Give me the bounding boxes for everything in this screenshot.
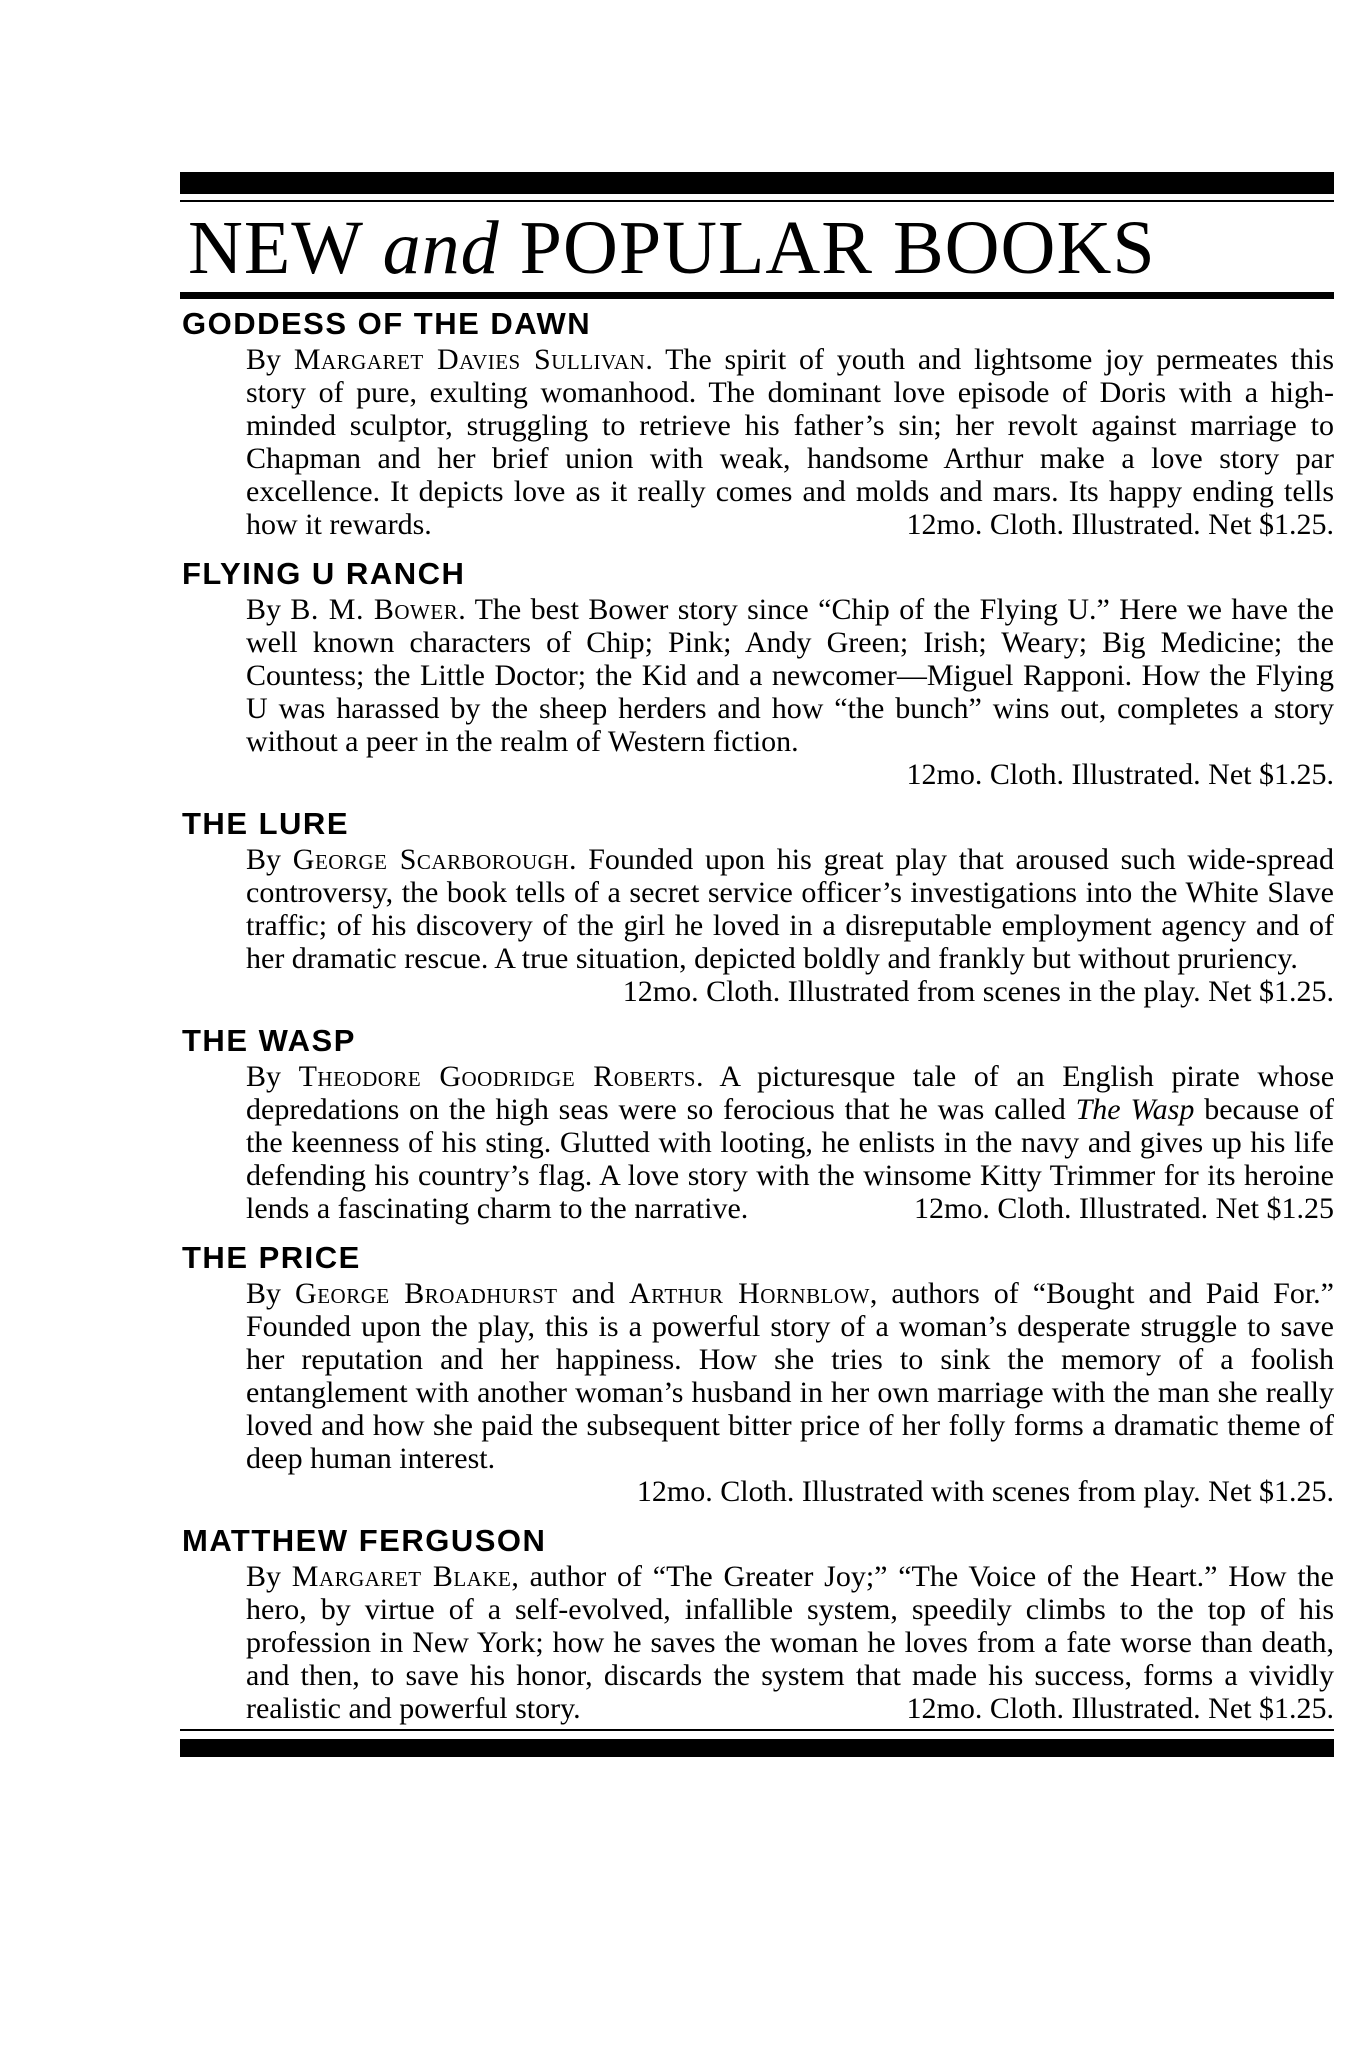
book-description: By Margaret Davies Sullivan. The spirit of youth and lightsome joy permeates this story of pure, exulting womanhood. The dominant love episode of Doris with a high-minded sculptor, struggling to retrieve his father’s sin; her revolt against marriage to Chapman and her brief union with weak, handsome Arthur make a love story par excellence. It depicts love as it really comes and molds and mars. Its happy ending tells how it rewards. 12mo. Cloth. Illustrated. Net $1.25. bbox=[246, 343, 1335, 541]
book-spec: 12mo. Cloth. Illustrated with scenes from play. Net $1.25. bbox=[636, 1475, 1334, 1508]
book-title: FLYING U RANCH bbox=[182, 556, 466, 591]
book-entry-flying-u-ranch bbox=[180, 555, 1334, 791]
book-author-2: Arthur Hornblow bbox=[628, 1277, 870, 1310]
book-title: THE WASP bbox=[182, 1023, 356, 1058]
book-author: Margaret Davies Sullivan bbox=[293, 343, 646, 376]
book-spec: 12mo. Cloth. Illustrated. Net $1.25 bbox=[914, 1192, 1334, 1225]
book-author: B. M. Bower bbox=[290, 593, 459, 626]
bottom-thick-rule bbox=[180, 1739, 1334, 1757]
book-title: THE LURE bbox=[182, 806, 349, 841]
book-spec: 12mo. Cloth. Illustrated. Net $1.25. bbox=[906, 1692, 1334, 1725]
page-title: NEW and POPULAR BOOKS bbox=[188, 206, 1156, 290]
book-entry-the-price bbox=[180, 1239, 1334, 1508]
book-description: By Margaret Blake, author of “The Greater Joy;” “The Voice of the Heart.” How the hero, by virtue of a self-evolved, infallible system, speedily climbs to the top of his profession in New York; how he saves the woman he loves from a fate worse than death, and then, to save his honor, discards the system that made his success, forms a vividly realistic and powerful story. 12mo. Cloth. Illustrated. Net $1.25. bbox=[246, 1560, 1334, 1725]
bottom-thin-rule bbox=[180, 1729, 1334, 1731]
book-entry-the-wasp bbox=[180, 1022, 1334, 1225]
book-title: GODDESS OF THE DAWN bbox=[182, 306, 592, 341]
book-description: By B. M. Bower. The best Bower story since “Chip of the Flying U.” Here we have the well known characters of Chip; Pink; Andy Green; Irish; Weary; Big Medicine; the Countess; the Little Doctor; the Kid and a newcomer—Miguel Rapponi. How the Flying U was harassed by the sheep herders and how “the bunch” wins out, completes a story without a peer in the realm of Western fiction. 12mo. Cloth. Illustrated. Net $1.25. bbox=[246, 593, 1334, 791]
book-entry-matthew-ferguson bbox=[180, 1522, 1334, 1725]
book-author: George Broadhurst bbox=[295, 1277, 558, 1310]
book-description: By Theodore Goodridge Roberts. A picturesque tale of an English pirate whose depredations on the high seas were so ferocious that he was called The Wasp because of the keenness of his sting. Glutted with looting, he enlists in the navy and gives up his life defending his country’s flag. A love story with the winsome Kitty Trimmer for its heroine lends a fascinating charm to the narrative. 12mo. Cloth. Illustrated. Net $1.25 bbox=[246, 1060, 1335, 1225]
book-spec: 12mo. Cloth. Illustrated. Net $1.25. bbox=[906, 758, 1334, 791]
book-spec: 12mo. Cloth. Illustrated. Net $1.25. bbox=[906, 508, 1334, 541]
top-thick-rule bbox=[180, 172, 1334, 194]
book-title: THE PRICE bbox=[182, 1240, 361, 1275]
book-entry-goddess-of-the-dawn bbox=[180, 305, 1334, 541]
book-description: By George Scarborough. Founded upon his great play that aroused such wide-spread controversy, the book tells of a secret service officer’s investigations into the White Slave traffic; of his discovery of the girl he loved in a disreputable employment agency and of her dramatic rescue. A true situation, depicted boldly and frankly but without pruriency. 12mo. Cloth. Illustrated from scenes in the play. Net $1.25. bbox=[246, 843, 1334, 1008]
book-title: MATTHEW FERGUSON bbox=[182, 1523, 547, 1558]
book-author: Margaret Blake bbox=[291, 1560, 512, 1593]
book-author: George Scarborough bbox=[292, 843, 569, 876]
header bbox=[180, 172, 1334, 299]
advertisement-page bbox=[180, 172, 1334, 1757]
book-author: Theodore Goodridge Roberts bbox=[298, 1060, 696, 1093]
book-entry-the-lure bbox=[180, 805, 1334, 1008]
book-description: By George Broadhurst and Arthur Hornblow, authors of “Bought and Paid For.” Founded upon the play, this is a powerful story of a woman’s desperate struggle to save her reputation and her happiness. How she tries to sink the memory of a foolish entanglement with another woman’s husband in her own marriage with the man she really loved and how she paid the subsequent bitter price of her folly forms a dramatic theme of deep human interest. 12mo. Cloth. Illustrated with scenes from play. Net $1.25. bbox=[246, 1277, 1335, 1508]
book-spec: 12mo. Cloth. Illustrated from scenes in the play. Net $1.25. bbox=[622, 975, 1334, 1008]
